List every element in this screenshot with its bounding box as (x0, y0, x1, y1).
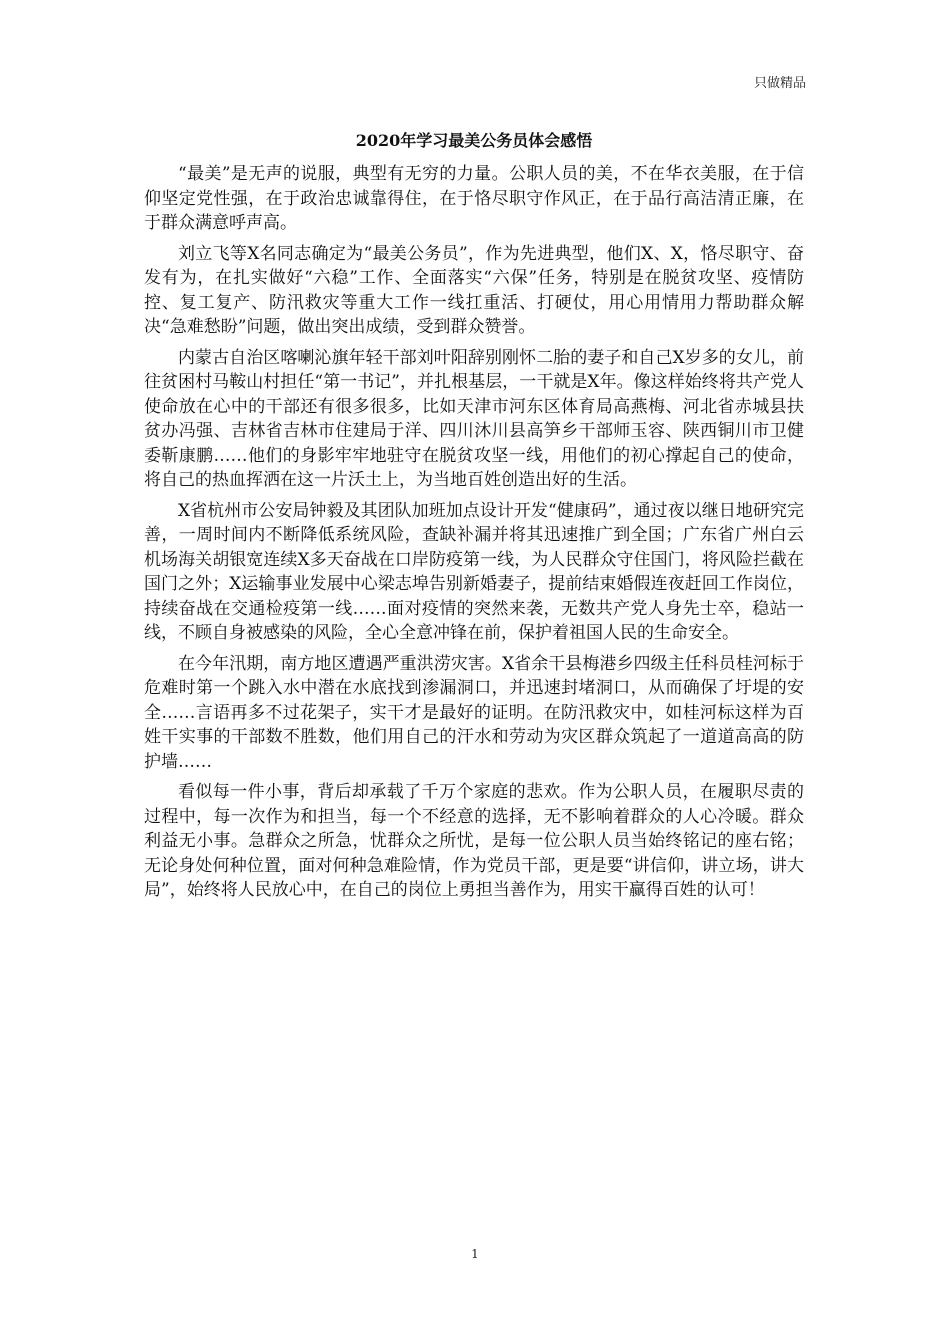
paragraph: 内蒙古自治区喀喇沁旗年轻干部刘叶阳辞别刚怀二胎的妻子和自己X岁多的女儿，前往贫困村马鞍山村担任“第一书记”，并扎根基层，一干就是X年。像这样始终将共产党人使命放在心中的干部还有很多很多，比如天津市河东区体育局高燕梅、河北省赤城县扶贫办冯强、吉林省吉林市住建局于洋、四川沐川县高笋乡干部师玉容、陕西铜川市卫健委靳康鹏……他们的身影牢牢地驻守在脱贫攻坚一线，用他们的初心撑起自己的使命，将自己的热血挥洒在这一片沃土上，为当地百姓创造出好的生活。 (144, 347, 804, 490)
paragraph: X省杭州市公安局钟毅及其团队加班加点设计开发“健康码”，通过夜以继日地研究完善，一周时间内不断降低系统风险，查缺补漏并将其迅速推广到全国；广东省广州白云机场海关胡银宽连续X多天奋战在口岸防疫第一线，为人民群众守住国门，将风险拦截在国门之外；X运输事业发展中心梁志埠告别新婚妻子，提前结束婚假连夜赶回工作岗位，持续奋战在交通检疫第一线……面对疫情的突然来袭，无数共产党人身先士卒，稳站一线，不顾自身被感染的风险，全心全意冲锋在前，保护着祖国人民的生命安全。 (144, 500, 804, 643)
document-title: 2020年学习最美公务员体会感悟 (355, 131, 593, 150)
paragraph: 看似每一件小事，背后却承载了千万个家庭的悲欢。作为公职人员，在履职尽责的过程中，每一次作为和担当，每一个不经意的选择，无不影响着群众的人心冷暖。群众利益无小事。急群众之所急，忧群众之所忧，是每一位公职人员当始终铭记的座右铭；无论身处何种位置，面对何种急难险情，作为党员干部，更是要“讲信仰，讲立场，讲大局”，始终将人民放心中，在自己的岗位上勇担当善作为，用实干赢得百姓的认可！ (144, 782, 804, 900)
document-body (144, 130, 804, 909)
paragraph: 在今年汛期，南方地区遭遇严重洪涝灾害。X省余干县梅港乡四级主任科员桂河标于危难时第一个跳入水中潜在水底找到渗漏洞口，并迅速封堵洞口，从而确保了圩堤的安全……言语再多不过花架子，实干才是最好的证明。在防汛救灾中，如桂河标这样为百姓干实事的干部数不胜数，他们用自己的汗水和劳动为灾区群众筑起了一道道高高的防护墙…… (144, 653, 804, 772)
page-number: 1 (471, 1247, 479, 1261)
paragraph: 刘立飞等X名同志确定为“最美公务员”，作为先进典型，他们X、X，恪尽职守、奋发有为，在扎实做好“六稳”工作、全面落实“六保”任务，特别是在脱贫攻坚、疫情防控、复工复产、防汛救灾等重大工作一线扛重活、打硬仗，用心用情用力帮助群众解决“急难愁盼”问题，做出突出成绩，受到群众赞誉。 (144, 243, 804, 337)
header-note: 只做精品 (753, 76, 806, 91)
paragraph: “最美”是无声的说服，典型有无穷的力量。公职人员的美，不在华衣美服，在于信仰坚定党性强，在于政治忠诚靠得住，在于恪尽职守作风正，在于品行高洁清正廉，在于群众满意呼声高。 (144, 164, 804, 233)
